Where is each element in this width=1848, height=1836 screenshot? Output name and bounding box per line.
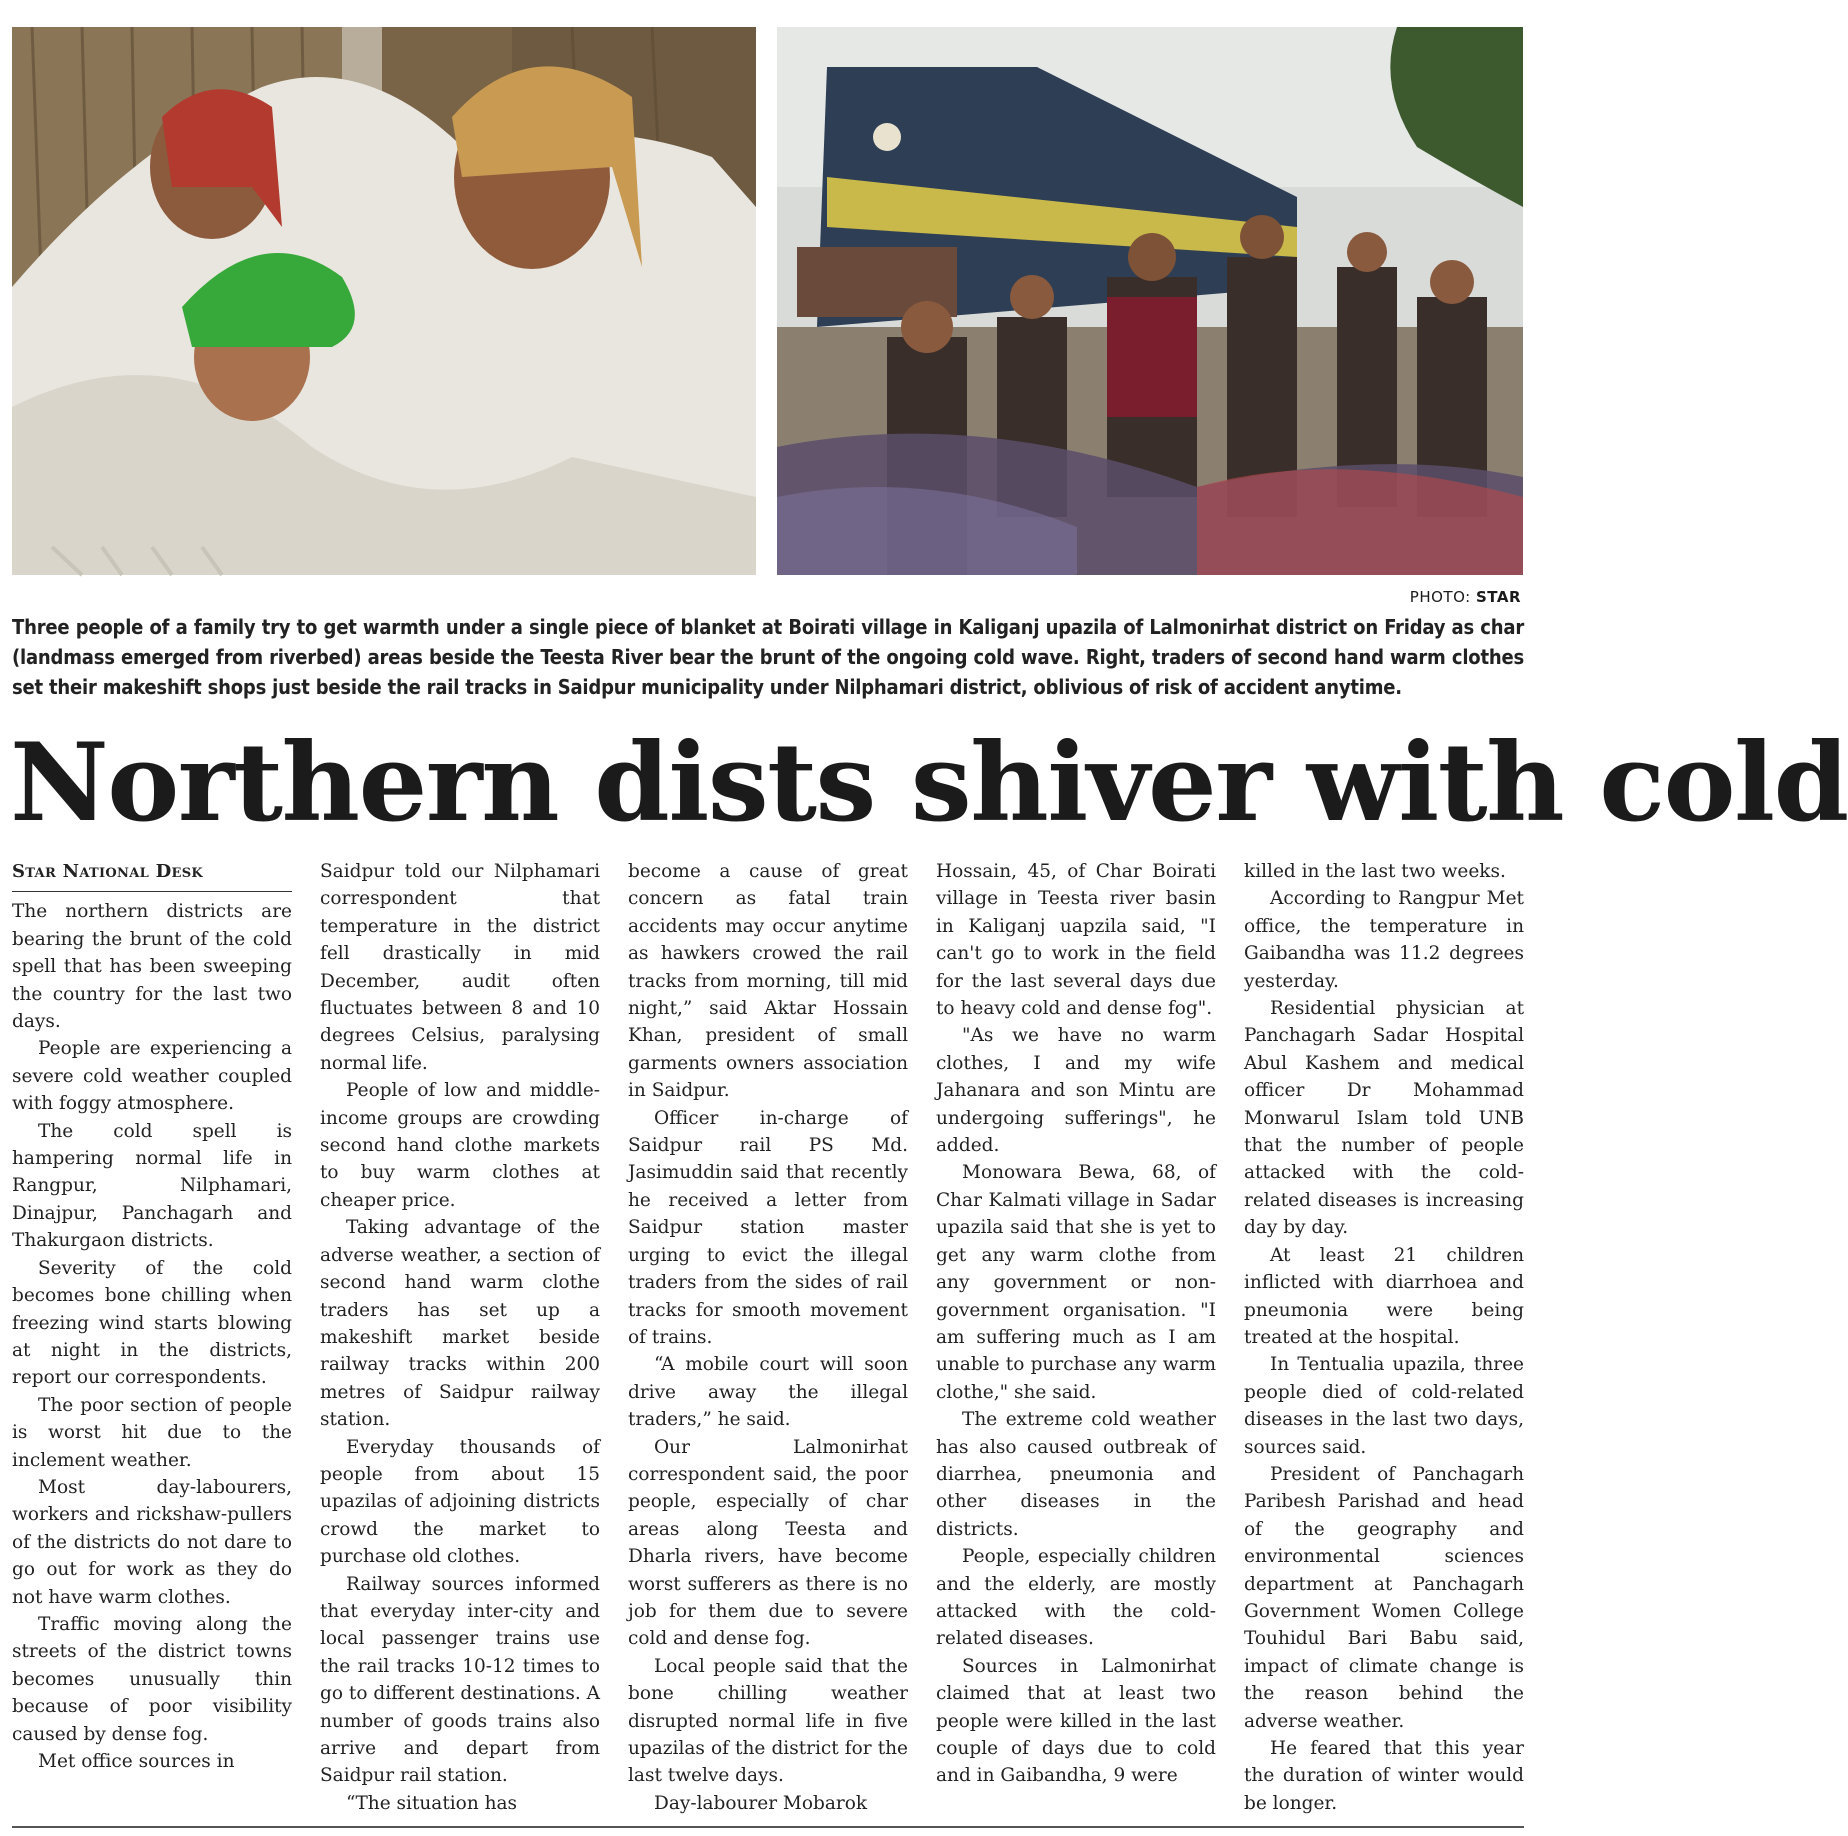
paragraph: Railway sources informed that everyday inter-city and local passenger trains use the rail tracks 10-12 times to go to different destinations. A number of goods trains also arrive and depart from Saidpur rail station. xyxy=(320,1573,600,1787)
byline: Star National Desk xyxy=(12,858,292,892)
paragraph: People are experiencing a severe cold weather coupled with foggy atmosphere. xyxy=(12,1038,292,1115)
paragraph: Day-labourer Mobarok xyxy=(654,1792,868,1814)
photo-caption: Three people of a family try to get warmth under a single piece of blanket at Boirati village in Kaliganj upazila of Lalmonirhat district on Friday as char (landmass emerged from riverbed) areas beside the Teesta River bear the brunt of the ongoing cold wave. Right, traders of second hand warm clothes set their makeshift shops just beside the rail tracks in Saidpur municipality under Nilphamari district, oblivious of risk of accident anytime. xyxy=(12,615,1524,699)
article-body xyxy=(12,858,1524,1820)
paragraph: The poor section of people is worst hit due to the inclement weather. xyxy=(12,1394,292,1471)
paragraph: “A mobile court will soon drive away the illegal traders,” he said. xyxy=(628,1354,908,1431)
headline: Northern dists shiver with cold xyxy=(10,720,1848,846)
article-column-1 xyxy=(12,858,292,1820)
paragraph: The northern districts are bearing the brunt of the cold spell that has been sweeping the country for the last two days. xyxy=(12,901,292,1033)
bottom-rule xyxy=(12,1826,1524,1828)
paragraph: Our Lalmonirhat correspondent said, the poor people, especially of char areas along Teesta and Dharla rivers, have become worst sufferers as there is no job for them due to severe cold and dense fog. xyxy=(628,1436,908,1650)
paragraph: The extreme cold weather has also caused outbreak of diarrhea, pneumonia and other diseases in the districts. xyxy=(936,1409,1216,1540)
paragraph: People of low and middle-income groups are crowding second hand clothe markets to buy warm clothes at cheaper price. xyxy=(320,1080,600,1211)
photo-credit xyxy=(1410,588,1521,606)
paragraph: "As we have no warm clothes, I and my wife Jahanara and son Mintu are undergoing sufferings", he added. xyxy=(936,1025,1216,1157)
paragraph: People, especially children and the elderly, are mostly attacked with the cold-related diseases. xyxy=(936,1546,1216,1650)
paragraph: Taking advantage of the adverse weather, a section of second hand warm clothe traders has set up a makeshift market beside railway tracks within 200 metres of Saidpur railway station. xyxy=(320,1217,600,1431)
paragraph: Hossain, 45, of Char Boirati village in Teesta river basin in Kaliganj uapzila said, "I can't go to work in the field for the last several days due to heavy cold and dense fog". xyxy=(936,861,1216,1020)
paragraph: killed in the last two weeks. xyxy=(1244,861,1506,882)
paragraph: He feared that this year the duration of winter would be longer. xyxy=(1244,1738,1524,1814)
paragraph: Saidpur told our Nilphamari correspondent that temperature in the district fell drastically in mid December, audit often fluctuates between 8 and 10 degrees Celsius, paralysing normal life. xyxy=(320,861,600,1074)
article-column-3 xyxy=(628,858,908,1820)
paragraph: “The situation has xyxy=(346,1792,518,1814)
paragraph: Severity of the cold becomes bone chilling when freezing wind starts blowing at night in the districts, report our correspondents. xyxy=(12,1257,292,1389)
photo-credit-prefix: PHOTO: xyxy=(1409,588,1471,606)
paragraph: In Tentualia upazila, three people died of cold-related diseases in the last two days, sources said. xyxy=(1244,1354,1524,1458)
photo-family-under-blanket xyxy=(12,27,756,575)
article-column-2 xyxy=(320,858,600,1820)
photo-rail-track-market xyxy=(777,27,1523,575)
paragraph: The cold spell is hampering normal life in Rangpur, Nilphamari, Dinajpur, Panchagarh and Thakurgaon districts. xyxy=(12,1120,292,1252)
paragraph: Most day-labourers, workers and rickshaw-pullers of the districts do not dare to go out for work as they do not have warm clothes. xyxy=(12,1476,292,1608)
photo-market-illustration xyxy=(777,27,1523,575)
article-column-5 xyxy=(1244,858,1524,1820)
paragraph: Officer in-charge of Saidpur rail PS Md. Jasimuddin said that recently he received a letter from Saidpur station master urging to evict the illegal traders from the sides of rail tracks for smooth movement of trains. xyxy=(628,1107,908,1348)
paragraph: Residential physician at Panchagarh Sadar Hospital Abul Kashem and medical officer Dr Mohammad Monwarul Islam told UNB that the number of people attacked with the cold-related diseases is increasing day by day. xyxy=(1244,998,1524,1239)
paragraph: At least 21 children inflicted with diarrhoea and pneumonia were being treated at the hospital. xyxy=(1244,1244,1524,1348)
photo-family-illustration xyxy=(12,27,756,575)
paragraph: President of Panchagarh Paribesh Parishad and head of the geography and environmental sciences department at Panchagarh Government Women College Touhidul Bari Babu said, impact of climate change is the reason behind the adverse weather. xyxy=(1244,1463,1524,1732)
photo-credit-source: STAR xyxy=(1475,588,1521,606)
paragraph: Everyday thousands of people from about 15 upazilas of adjoining districts crowd the market to purchase old clothes. xyxy=(320,1436,600,1568)
paragraph: Met office sources in xyxy=(38,1751,235,1772)
paragraph: Sources in Lalmonirhat claimed that at least two people were killed in the last couple of days due to cold and in Gaibandha, 9 were xyxy=(936,1655,1216,1787)
article-column-4 xyxy=(936,858,1216,1820)
paragraph: According to Rangpur Met office, the temperature in Gaibandha was 11.2 degrees yesterday. xyxy=(1244,888,1524,992)
paragraph: become a cause of great concern as fatal train accidents may occur anytime as hawkers crowed the rail tracks from morning, till mid night,” said Aktar Hossain Khan, president of small garments owners association in Saidpur. xyxy=(628,861,908,1102)
paragraph: Local people said that the bone chilling weather disrupted normal life in five upazilas of the district for the last twelve days. xyxy=(628,1655,908,1787)
paragraph: Monowara Bewa, 68, of Char Kalmati village in Sadar upazila said that she is yet to get any warm clothe from any government or non-government organisation. "I am suffering much as I am unable to purchase any warm clothe," she said. xyxy=(936,1162,1216,1403)
paragraph: Traffic moving along the streets of the district towns becomes unusually thin because of poor visibility caused by dense fog. xyxy=(12,1613,292,1745)
